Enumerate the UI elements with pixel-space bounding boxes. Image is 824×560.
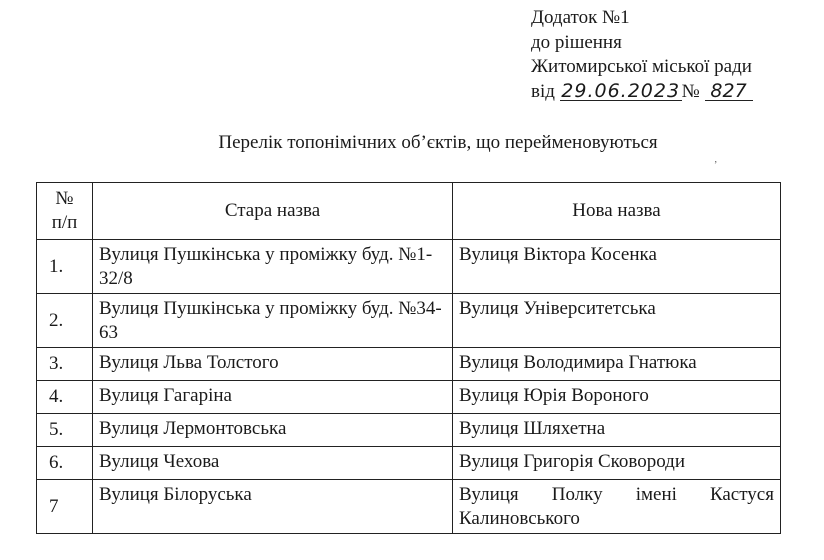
header-new-name: Нова назва	[453, 183, 781, 240]
row-old-name: Вулиця Пушкінська у проміжку буд. №1-32/8	[93, 240, 453, 294]
appendix-decision: до рішення	[531, 31, 622, 53]
appendix-header	[531, 6, 753, 104]
table-row	[37, 480, 781, 534]
scan-mark: ʼ	[714, 160, 718, 171]
row-new-name: Вулиця Григорія Сковороди	[453, 447, 781, 480]
row-number: 5.	[37, 414, 93, 447]
table-row	[37, 381, 781, 414]
row-old-name: Вулиця Лермонтовська	[93, 414, 453, 447]
row-new-name	[453, 480, 781, 534]
table-row	[37, 348, 781, 381]
row-old-name: Вулиця Пушкінська у проміжку буд. №34-63	[93, 294, 453, 348]
header-old-name: Стара назва	[93, 183, 453, 240]
row-new-name: Вулиця Юрія Вороного	[453, 381, 781, 414]
row-old-name: Вулиця Льва Толстого	[93, 348, 453, 381]
table-row	[37, 414, 781, 447]
table-row	[37, 294, 781, 348]
table-header-row	[37, 183, 781, 240]
row-new-name: Вулиця Шляхетна	[453, 414, 781, 447]
document-title: Перелік топонімічних об’єктів, що перейменовуються	[218, 132, 658, 153]
row-number: 2.	[37, 294, 93, 348]
appendix-title: Додаток №1	[531, 7, 630, 28]
row-new-name: Вулиця Віктора Косенка	[453, 240, 781, 294]
row-number: 3.	[37, 348, 93, 381]
row-old-name: Вулиця Білоруська	[93, 480, 453, 534]
row-number: 7	[37, 480, 93, 534]
word: Вулиця	[459, 484, 519, 505]
row-number: 1.	[37, 240, 93, 294]
row-new-name: Вулиця Володимира Гнатюка	[453, 348, 781, 381]
word: Кастуся	[709, 484, 774, 505]
row-new-name: Вулиця Університетська	[453, 294, 781, 348]
appendix-council: Житомирської міської ради	[531, 56, 752, 77]
date-prefix: від	[531, 80, 555, 102]
handwritten-date: 29.06.2023	[561, 79, 681, 102]
row-new-name-line1	[459, 483, 774, 507]
appendix-date-line	[531, 80, 753, 105]
row-old-name: Вулиця Чехова	[93, 447, 453, 480]
renaming-table	[36, 182, 781, 534]
word: імені	[635, 484, 677, 505]
row-old-name: Вулиця Гагаріна	[93, 381, 453, 414]
header-number-pp: п/п	[51, 212, 78, 233]
header-number	[37, 183, 93, 240]
table-row	[37, 447, 781, 480]
word: Полку	[551, 484, 603, 505]
row-new-name-line2: Калиновського	[459, 508, 580, 529]
number-prefix: №	[681, 80, 700, 102]
row-number: 4.	[37, 381, 93, 414]
handwritten-number: 827	[705, 82, 753, 101]
header-number-sign: №	[55, 188, 74, 209]
table-row	[37, 240, 781, 294]
row-number: 6.	[37, 447, 93, 480]
